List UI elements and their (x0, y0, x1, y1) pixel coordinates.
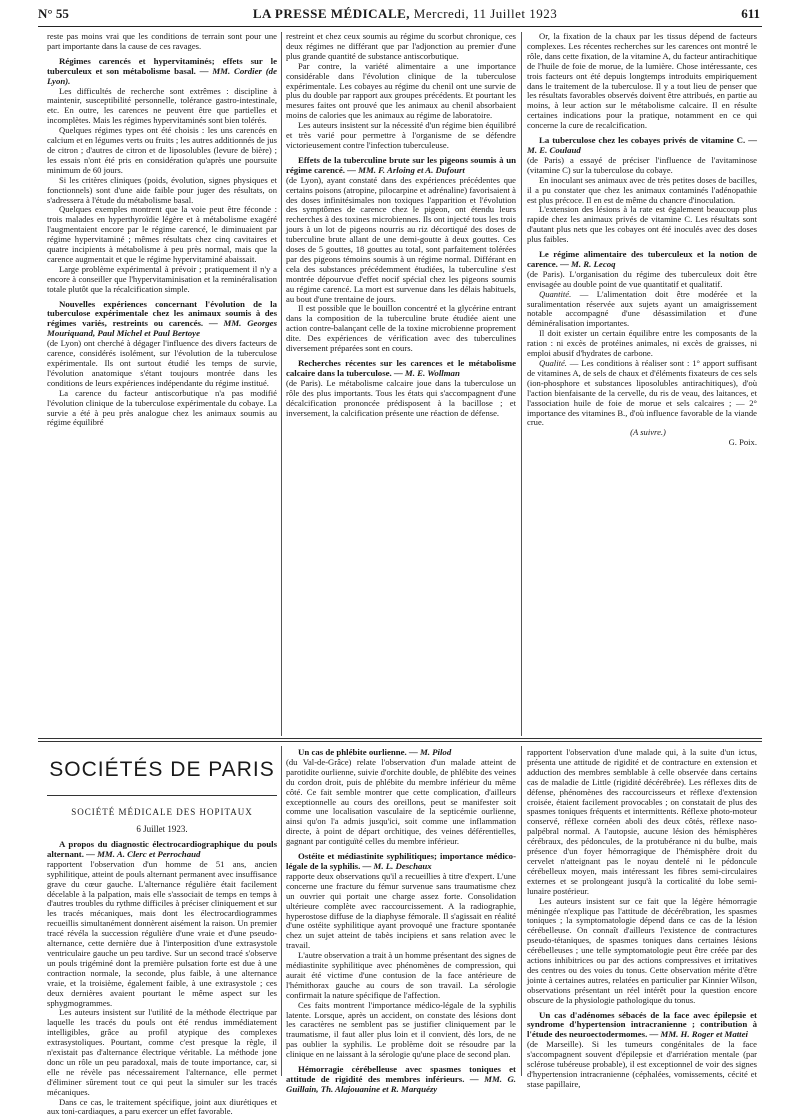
author: — M. Pilod (408, 747, 452, 757)
author: — M. E. Wollman (393, 367, 460, 378)
section-heading (47, 840, 277, 860)
signature: G. Poix. (728, 437, 757, 448)
paragraph: rapporte deux observations qu'il a recueillies à titre d'expert. L'une concerne une fracture du fémur survenue sans traumatisme chez un ouvrier qui portait une charge assez forte. Consolidation ultérieure complète avec raccourcissement. A la radiographie, hyperostose diffuse de la diaphyse fémorale. Il s'agissait en réalité d'une ostéite syphilitique ayant provoqué une fracture spontanée chez un sujet atteint de tabès incipiens et sans relation avec le travail. (286, 870, 516, 951)
issue-date: Mercredi, 11 Juillet 1923 (413, 6, 558, 21)
paragraph: L'autre observation a trait à un homme présentant des signes de médiastinite syphilitique avec phénomènes de compression, qui aurait été victime d'une contusion de la face antérieure de l'hémithorax gauche au cours de son travail. La sérologie confirmait la nature spécifique de l'affection. (286, 950, 516, 1000)
society-name: SOCIÉTÉ MÉDICALE DES HOPITAUX (71, 807, 253, 817)
column-divider (521, 746, 522, 1076)
heading-text: La tuberculose chez les cobayes privés de vitamine C. (539, 135, 746, 146)
paragraph: Si les critères cliniques (poids, évolution, signes physiques et fonctionnels) sont d'une aide faible pour juger des résultats, on s'adressera à l'étude du métabolisme basal. (47, 174, 277, 205)
page-number: 611 (741, 6, 760, 21)
section-rule (38, 741, 762, 742)
paragraph: rapportent l'observation d'une malade qui, à la suite d'un ictus, présenta une attitude de rigidité et de contracture en extension et adduction des membres semblable à celle observée dans certains cas de maladie de Little (rigidité décérébrée). Les réflexes dits de défense, phénomènes des raccourcisseurs et réflexe d'extension croisée, étaient facilement provocables ; on constatait de plus des spasmes toniques fréquents et intermittents. Réflexe photo-moteur conservé, réflexe cornéen aboli des deux côtés, réflexe naso-palpébral normal. A l'autopsie, aucune lésion des hémisphères cérébraux, des pédoncules, de la protubérance ni du bulbe, mais présence d'un foyer hémorragique de l'hémisphère droit du cervelet n'atteignant pas le noyau dentelé ni le pédoncule cérébelleux moyen, mais intéressant les fibres semi-circulaires externes et se prolongeant jusqu'à la corticalité du lobe semi-lunaire postérieur. (527, 747, 757, 896)
paragraph: Ces faits montrent l'importance médico-légale de la syphilis latente. Lorsque, après un accident, on constate des lésions dont les caractères ne semblent pas se justifier cliniquement par le traumatisme, il faut aller plus loin et il convient, dès lors, de ne pas oublier la syphilis. Le problème doit se résoudre par la clinique en ne laissant à la sérologie qu'une place de second plan. (286, 999, 516, 1060)
author: — MM. H. Roger et Mattei (649, 1029, 748, 1040)
paragraph: Par contre, la variété alimentaire a une importance considérable dans l'évolution clinique de la tuberculose expérimentale. Les cobayes au régime du chenil ont une survie de plus du double par rapport aux groupes précédents. Et pourtant les mesures faites ont prouvé que les animaux au chenil absorbaient moins de calories que les animaux au régime de laboratoire. (286, 60, 516, 121)
paragraph: (de Lyon) ont cherché à dégager l'influence des divers facteurs de carence, considérés isolément, sur l'évolution de la tuberculose expérimentale. Ils ont surtout étudié les temps de survie, l'évolution anatomique s'étant toujours montrée dans les conditions de leurs expériences indépendante du régime institué. (47, 338, 277, 388)
column-5 (286, 747, 516, 1094)
author: — MM. F. Arloing et A. Dufourt (347, 164, 465, 175)
column-2 (286, 32, 516, 732)
heading-text: A propos du diagnostic électrocardiographique du pouls alternant. (47, 839, 277, 859)
column-divider (281, 32, 282, 736)
paragraph: (de Paris). L'organisation du régime des tuberculeux doit être envisagée au double point de vue quantitatif et qualitatif. (527, 268, 757, 289)
paragraph: En inoculant ses animaux avec de très petites doses de bacilles, il a pu constater que chez les animaux contaminés l'adénopathie est plus précoce. Il en est de même du chancre d'inoculation. (527, 174, 757, 205)
paragraph: La carence du facteur antiscorbutique n'a pas modifié l'évolution clinique de la tuberculose expérimentale du cobaye. La survie a été à peu près analogue chez les animaux soumis au régime équilibré (47, 387, 277, 428)
paragraph: Quelques exemples montrent que la voie peut être féconde : trois malades en hyperthyroïdie légère et à métabolisme exagéré l'augmentaient encore par le régime carencé, le diminuaient par régime hypervitaminé ; mêmes résultats chez cinq cavitaires et quatre incipients à métabolisme à peu près normal, mais que la carence augmentait et que le régime hypervitaminé abaissait. (47, 204, 277, 264)
paragraph (527, 359, 757, 428)
section-heading (527, 1011, 757, 1041)
column-divider (281, 746, 282, 1076)
heading-text: Effets de la tuberculine brute sur les pigeons soumis à un régime carencé. (286, 154, 516, 175)
societes-title: SOCIÉTÉS DE PARIS (49, 758, 275, 781)
paragraph: reste pas moins vrai que les conditions de terrain sont pour une part importante dans la cause de ces ravages. (47, 31, 277, 51)
paragraph (527, 290, 757, 330)
heading-text: Un cas de phlébite ourlienne. (298, 747, 407, 757)
section-heading (47, 57, 277, 87)
paragraph: Les difficultés de recherche sont extrêmes : discipline à maintenir, susceptibilité personnelle, tolérance gastro-intestinale, etc. En outre, les carences ne peuvent être que partielles et incomplètes. Mais les régimes hypervitaminés sont bien tolérés. (47, 85, 277, 126)
column-1 (47, 32, 277, 732)
title-rule (47, 795, 277, 796)
author: — MM. A. Clerc et Perrochaud (86, 848, 201, 859)
section-heading (527, 250, 757, 270)
heading-text: Hémorragie cérébelleuse avec spasmes toniques et attitude de rigidité des membres inférieurs. (286, 1064, 516, 1084)
journal-name: LA PRESSE MÉDICALE, (252, 6, 411, 21)
paragraph: Dans ce cas, le traitement spécifique, joint aux diurétiques et aux toni-cardiaques, a paru exercer un effet favorable. (47, 1096, 277, 1117)
heading-text: Nouvelles expériences concernant l'évolution de la tuberculose expérimentale chez les animaux soumis à des régimes variés, restreints ou carencés. (47, 298, 277, 329)
paragraph: (du Val-de-Grâce) relate l'observation d'un malade atteint de parotidite ourlienne, suivie d'orchite double, de phlébite des veines du cordon droit, puis de phlébite du membre inférieur du même côté. Ce fait semble montrer que cette complication, d'ailleurs exceptionnelle au cours des oreillons, peut se manifester soit comme une localisation vasculaire de la septicémie ourlienne, ainsi qu'on l'a admis jusqu'ici, soit comme une inflammation directe, à point de départ orchitique, des veines déférentielles, gagnant par contiguïté celles du membre inférieur. (286, 756, 516, 847)
heading-text: Un cas d'adénomes sébacés de la face avec épilepsie et syndrome d'hypertension intracranienne ; contribution à l'étude des neuroectodermomes. (527, 1009, 757, 1040)
paragraph: (de Lyon), ayant constaté dans des expériences précédentes que certains poisons (atropine, pilocarpine et adrénaline) favorisaient à des doses infinitésimales non toxiques l'apparition et l'évolution des symptômes de carence chez le pigeon, ont étendu leurs recherches à des toxines microbiennes. Ils ont injecté tous les trois jours à un lot de pigeons nourris au riz décortiqué des doses de tuberculine brute allant de une demi-goutte à deux gouttes. Ces doses de 5 gouttes, 18 gouttes au total, sont parfaitement tolérées par des pigeons témoins soumis à un régime normal. Différant en cela des substances précédemment étudiées, la tuberculine s'est montrée dépourvue d'effet nocif spécial chez les pigeons soumis au régime carencé. La mort est survenue dans les délais habituels, au bout d'une trentaine de jours. (286, 174, 516, 304)
author: — M. L. Deschaux (362, 860, 432, 871)
heading-text: Recherches récentes sur les carences et le métabolisme calcaire dans la tuberculose. (286, 358, 516, 378)
paragraph: Quelques régimes types ont été choisis : les uns carencés en calcium et en légumes verts ou fruits ; les autres additionnés de jus de citron ; d'autres de citron et de liposolubles (levure de bière) ; les essais n'ont été pris en considération qu'après une poursuite minimum de 60 jours. (47, 125, 277, 175)
section-heading (286, 1065, 516, 1095)
subheading: Quantité. (539, 288, 572, 299)
paragraph-text: — Les conditions à réaliser sont : 1° apport suffisant de vitamines A, de sels de chaux et d'éléments fixateurs de ces sels (ion-phosphore et substances liposolubles antirachitiques), d'où l'action bienfaisante de la cervelle, du ris de veau, des laitances, et l'association huile de foie de morue et sels calcaires ; — 2° importance des vitamines B., d'où influence favorable de la viande crue. (527, 358, 757, 428)
section-heading (286, 852, 516, 872)
heading-text: Le régime alimentaire des tuberculeux et la notion de carence. (527, 249, 757, 269)
paragraph: (de Marseille). Si les tumeurs congénitales de la face s'accompagnent souvent d'épilepsie et d'arriération mentale (par sclérose tubéreuse probable), il est exceptionnel de voir des signes d'hypertension intracranienne (céphalées, vomissements, cécité et stase papillaire, (527, 1039, 757, 1089)
section-heading (47, 300, 277, 340)
section-rule (38, 738, 762, 739)
heading-text: Régimes carencés et hypervitaminés; effets sur le tuberculeux et son métabolisme basal. (47, 55, 277, 76)
issue-number: N° 55 (38, 6, 69, 21)
section-heading (527, 136, 757, 156)
paragraph: Il doit exister un certain équilibre entre les composants de la ration : ni excès de protéines animales, ni excès de graisses, ni emploi abusif d'hydrates de carbone. (527, 328, 757, 359)
column-6 (527, 747, 757, 1089)
running-header (38, 6, 760, 24)
paragraph: restreint et chez ceux soumis au régime du scorbut chronique, ces deux régimes ne différant que par l'adjonction au premier d'une plus grande quantité de substance antiscorbutique. (286, 31, 516, 61)
paragraph: rapportent l'observation d'un homme de 51 ans, ancien syphilitique, atteint de pouls alternant permanent avec insuffisance grave du cœur gauche. L'alternance régulière était facilement décelable à la palpation, mais elle s'associait de temps en temps à d'autres troubles du rythme difficiles à préciser cliniquement et sur les tracés mécaniques, mais dont les électrocardiogrammes recueillis simultanément donnèrent aisément la raison. Un premier tracé révéla la succession régulière d'une vraie et d'une pseudo-alternance, cette dernière due à l'interposition d'une extrasystole ventriculaire gauche un peu tardive. Sur un second tracé s'observe un pouls trigéminé dont la première pulsation forte est due à une contraction normale, la seconde, plus faible, à une alternance vraie, et la troisième, également faible, à une extrasystole ; ces deux dernières avaient pourtant le même aspect sur les sphygmogrammes. (47, 858, 277, 1008)
paragraph-text: — L'alimentation doit être modérée et la suralimentation réservée aux sujets ayant un amaigrissement notable accompagné d'une désassimilation et d'une déminéralisation importantes. (527, 288, 757, 329)
paragraph: (de Paris) a essayé de préciser l'influence de l'avitaminose (vitamine C) sur la tuberculose du cobaye. (527, 154, 757, 175)
author: — M. R. Lecoq (560, 258, 616, 269)
author: — MM. Georges Mouriquand, Paul Michel et Paul Bertoye (47, 318, 277, 339)
author: — MM. G. Guillain, Th. Alajouanine et R. Marquézy (286, 1074, 516, 1094)
column-3 (527, 32, 757, 732)
paragraph: Les auteurs insistent sur l'utilité de la méthode électrique par laquelle les tracés du pouls ont été rendus immédiatement intelligibles, grâce au profil atypique des complexes extrasystoliques. Pourtant, comme c'est presque la règle, il n'existait pas d'alternance électrique véritable. La méthode jone donc un rôle un peu paradoxal, mais de toute importance, car, si elle ne révèle pas nécessairement l'alternance, elle permet d'éliminer sûrement tout ce qui peut la simuler sur les tracés mécaniques. (47, 1007, 277, 1097)
column-4 (47, 839, 277, 1117)
section-heading (286, 156, 516, 176)
paragraph: L'extension des lésions à la rate est également beaucoup plus rapide chez les animaux privés de vitamine C. Les résultats sont d'autant plus nets que les cobayes ont été inoculés avec des doses plus faibles. (527, 204, 757, 245)
author: — MM. Cordier (de Lyon). (47, 65, 277, 86)
paragraph: Il est possible que le bouillon concentré et la glycérine entrant dans la composition de la tuberculine brute étudiée aient une action contre-balançant celle de la toxine microbienne proprement dite. Des expériences de vérification avec des tuberculines diversement préparées sont en cours. (286, 303, 516, 354)
section-heading (286, 359, 516, 379)
session-date: 6 Juillet 1923. (136, 824, 188, 834)
paragraph: Or, la fixation de la chaux par les tissus dépend de facteurs complexes. Les récentes recherches sur les carences ont montré le rôle, dans cette fixation, de la vitamine A, du facteur antirachitique de l'huile de foie de morue, de la lumière. Chose intéressante, ces trois facteurs ont été depuis longtemps introduits empiriquement dans le traitement de la tuberculose. Il y a tout lieu de penser que les résultats favorables observés doivent être attribués, en partie au moins, à leur action sur le métabolisme calcaire. Il en résulte certaines indications pour la pratique, notamment en ce qui concerne la cure de recalcification. (527, 31, 757, 131)
header-rule (38, 26, 762, 27)
journal-title-line (253, 6, 557, 22)
paragraph: Les auteurs insistent sur ce fait que la légère hémorragie méningée n'explique pas l'attitude de décérébration, les spasmes toniques ; la symptomatologie dépend dans ce cas de la lésion cérébelleuse. On connaît d'ailleurs l'existence de contractures pseudo-tétaniques, de spasmes toniques dans certaines lésions cérébelleuses ; une telle symptomatologie peut être créée par des actions inhibitrices ou par des actions compressives et irritatives des centres ou des voies du tonus. Cette observation mérite d'être jointe à certaines autres, relatées en particulier par Kinnier Wilson, observations présentant un réel intérêt pour la question encore obscure de la physiologie pathologique du tonus. (527, 895, 757, 1005)
heading-text: Ostéite et médiastinite syphilitiques; importance médico-légale de la syphilis. (286, 851, 516, 871)
author: — M. E. Coulaud (527, 135, 757, 155)
paragraph: (de Paris). Le métabolisme calcaire joue dans la tuberculose un rôle des plus importants. Tous les états qui s'accompagnent d'une décalcification prononcée prédisposent à la bacillose ; et inversement, la calcification présente une réaction de défense. (286, 377, 516, 418)
paragraph: Les auteurs insistent sur la nécessité d'un régime bien équilibré et très varié pour permettre à l'organisme de se défendre victorieusement contre l'infection tuberculeuse. (286, 120, 516, 150)
column-divider (521, 32, 522, 736)
paragraph: Large problème expérimental à prévoir ; pratiquement il n'y a encore à conseiller que l'hypervitaminisation et la reminéralisation totale plutôt que la récalcification simple. (47, 263, 277, 294)
continued-note: (A suivre.) (630, 427, 666, 438)
subheading: Qualité. (539, 358, 567, 368)
